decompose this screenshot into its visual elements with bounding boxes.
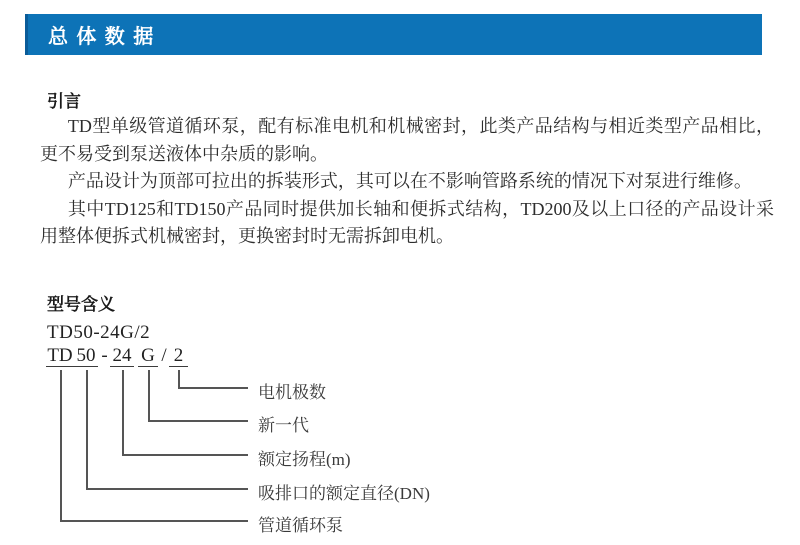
model-heading: 型号含义 [47, 295, 115, 314]
intro-paragraph-3: 其中TD125和TD150产品同时提供加长轴和便拆式结构，TD200及以上口径的产品设计采用整体便拆式机械密封，更换密封时无需拆卸电机。 [40, 198, 774, 247]
model-example: TD50-24G/2 [47, 322, 151, 343]
model-separator-dash: - [101, 345, 108, 366]
legend-label-rated-head: 额定扬程(m) [258, 450, 351, 469]
legend-label-new-generation: 新一代 [258, 416, 309, 435]
legend-label-motor-poles: 电机极数 [258, 383, 326, 402]
intro-paragraph-2: 产品设计为顶部可拉出的拆装形式，其可以在不影响管路系统的情况下对泵进行维修。 [67, 171, 752, 192]
model-breakdown [0, 345, 800, 369]
model-segment-td: TD [47, 345, 73, 366]
section-title: 总体数据 [48, 26, 162, 48]
section-title-bar [25, 14, 762, 55]
intro-heading: 引言 [47, 92, 81, 111]
intro-paragraph-1: TD型单级管道循环泵，配有标准电机和机械密封，此类产品结构与相近类型产品相比，更不易受到泵送液体中杂质的影响。 [40, 116, 774, 164]
connector-line-td [60, 370, 62, 520]
connector-line-24 [122, 454, 248, 456]
connector-line-50 [86, 370, 88, 488]
model-segment-24: 24 [110, 345, 134, 367]
connector-line-50 [86, 488, 248, 490]
connector-line-td [60, 520, 248, 522]
connector-line-g [148, 420, 248, 422]
model-segment-2: 2 [169, 345, 188, 367]
model-segment-g: G [138, 345, 158, 367]
connector-line-2 [178, 370, 180, 387]
connector-line-g [148, 370, 150, 420]
model-segment-50: 50 [74, 345, 98, 367]
legend-label-pipeline-pump: 管道循环泵 [258, 516, 343, 535]
legend-label-rated-diameter: 吸排口的额定直径(DN) [258, 484, 430, 503]
connector-line-2 [178, 387, 248, 389]
model-separator-slash: / [161, 345, 167, 366]
connector-line-24 [122, 370, 124, 454]
intro-paragraphs [40, 113, 774, 251]
